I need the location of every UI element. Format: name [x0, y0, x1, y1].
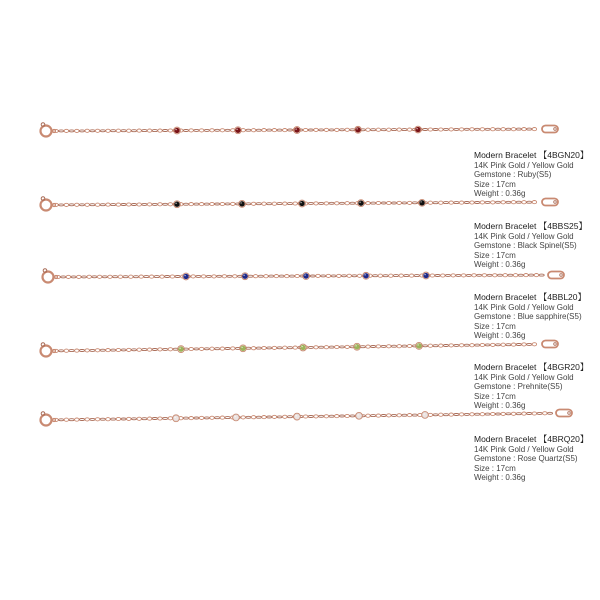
black-spinel-gem-icon — [299, 200, 306, 207]
spring-ring-clasp — [43, 269, 58, 283]
metal-label: 14K Pink Gold / Yellow Gold — [474, 372, 574, 382]
bracelet-5 — [41, 410, 573, 426]
size-label: Size : 17cm — [474, 179, 516, 189]
product-title: Modern Bracelet 【4BRQ20】 — [474, 434, 589, 444]
product-title: Modern Bracelet 【4BBS25】 — [474, 221, 587, 231]
end-tag — [542, 199, 558, 206]
rose-quartz-gem-icon — [233, 414, 240, 421]
weight-label: Weight : 0.36g — [474, 260, 526, 269]
gemstone-label: Gemstone : Ruby(S5) — [474, 170, 552, 179]
blue-sapphire-gem-icon — [423, 272, 430, 279]
chain — [54, 412, 553, 422]
chain — [54, 201, 537, 207]
product-title: Modern Bracelet 【4BGR20】 — [474, 362, 589, 372]
black-spinel-gem-icon — [419, 199, 426, 206]
end-tag — [556, 410, 572, 417]
size-label: Size : 17cm — [474, 391, 516, 401]
blue-sapphire-gem-icon — [303, 273, 310, 280]
ruby-gem-icon — [294, 127, 301, 134]
bracelet-4 — [41, 341, 559, 357]
ruby-gem-icon — [235, 127, 242, 134]
end-tag — [542, 341, 558, 348]
ruby-gem-icon — [174, 127, 181, 134]
metal-label: 14K Pink Gold / Yellow Gold — [474, 231, 574, 241]
rose-quartz-gem-icon — [173, 415, 180, 422]
metal-label: 14K Pink Gold / Yellow Gold — [474, 444, 574, 454]
chain — [54, 343, 537, 353]
metal-label: 14K Pink Gold / Yellow Gold — [474, 302, 574, 312]
product-spec-prehnite — [474, 363, 588, 411]
gemstone-label: Gemstone : Rose Quartz(S5) — [474, 454, 578, 463]
size-label: Size : 17cm — [474, 463, 516, 473]
chain — [56, 274, 544, 279]
weight-label: Weight : 0.36g — [474, 401, 526, 410]
spring-ring-clasp — [41, 197, 56, 211]
bracelet-3 — [43, 269, 565, 283]
product-title: Modern Bracelet 【4BGN20】 — [474, 150, 589, 160]
product-spec-black-spinel — [474, 222, 587, 270]
blue-sapphire-gem-icon — [183, 273, 190, 280]
ruby-gem-icon — [355, 126, 362, 133]
black-spinel-gem-icon — [239, 200, 246, 207]
product-title: Modern Bracelet 【4BBL20】 — [474, 292, 586, 302]
blue-sapphire-gem-icon — [242, 273, 249, 280]
metal-label: 14K Pink Gold / Yellow Gold — [474, 160, 574, 170]
size-label: Size : 17cm — [474, 250, 516, 260]
rose-quartz-gem-icon — [294, 413, 301, 420]
weight-label: Weight : 0.36g — [474, 331, 526, 340]
prehnite-gem-icon — [416, 342, 423, 349]
gemstone-label: Gemstone : Blue sapphire(S5) — [474, 312, 582, 321]
bracelet-2 — [41, 197, 559, 211]
prehnite-gem-icon — [178, 346, 185, 353]
size-label: Size : 17cm — [474, 321, 516, 331]
ruby-gem-icon — [415, 126, 422, 133]
prehnite-gem-icon — [354, 343, 361, 350]
black-spinel-gem-icon — [174, 201, 181, 208]
rose-quartz-gem-icon — [422, 412, 429, 419]
product-spec-ruby — [474, 151, 588, 199]
rose-quartz-gem-icon — [356, 412, 363, 419]
spring-ring-clasp — [41, 343, 56, 357]
spring-ring-clasp — [41, 123, 56, 137]
end-tag — [542, 126, 558, 133]
prehnite-gem-icon — [240, 345, 247, 352]
gemstone-label: Gemstone : Black Spinel(S5) — [474, 241, 577, 250]
spring-ring-clasp — [41, 412, 56, 426]
gemstone-label: Gemstone : Prehnite(S5) — [474, 382, 563, 391]
black-spinel-gem-icon — [358, 200, 365, 207]
blue-sapphire-gem-icon — [363, 272, 370, 279]
product-spec-blue-sapphire — [474, 293, 586, 341]
weight-label: Weight : 0.36g — [474, 473, 526, 482]
prehnite-gem-icon — [300, 344, 307, 351]
bracelet-1 — [41, 123, 559, 137]
product-spec-rose-quartz — [474, 435, 588, 483]
weight-label: Weight : 0.36g — [474, 189, 526, 198]
end-tag — [548, 272, 564, 279]
